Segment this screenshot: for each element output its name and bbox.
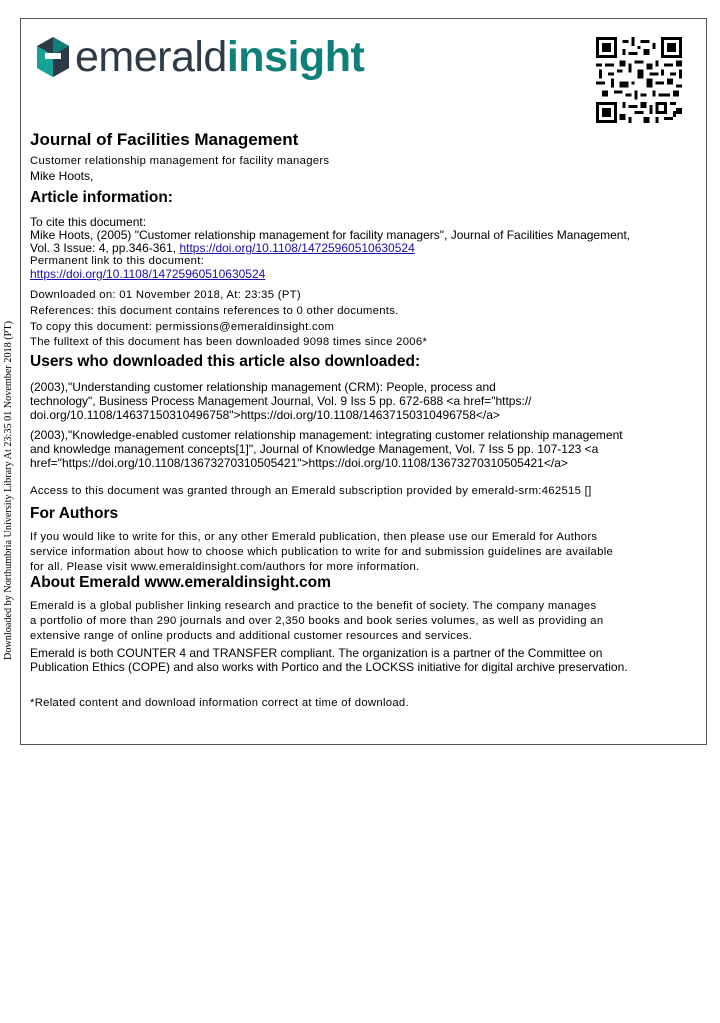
citation-text-2: Vol. 3 Issue: 4, pp.346-361, — [30, 241, 180, 255]
also-downloaded-heading: Users who downloaded this article also downloaded: — [30, 353, 421, 370]
article-information-heading: Article information: — [30, 189, 173, 206]
references-text: References: this document contains references to 0 other documents. — [30, 305, 399, 317]
for-authors-heading: For Authors — [30, 505, 119, 522]
about-emerald-compliance: Emerald is both COUNTER 4 and TRANSFER compliant. The organization is a partner of the Committee on Publication Ethics (COPE) and also works with Portico and the LOCKSS initiative for digital archive preservation. — [30, 646, 628, 674]
about-emerald-text: Emerald is a global publisher linking research and practice to the benefit of society. The company manages a portfolio of more than 290 journals and over 2,350 books and book series volumes, as well as providing an extensive range of online products and additional customer resources and services. — [30, 600, 604, 642]
emerald-logo-icon — [35, 35, 71, 79]
permanent-doi-link[interactable]: https://doi.org/10.1108/14725960510630524 — [30, 267, 266, 281]
citation-doi-link[interactable]: https://doi.org/10.1108/14725960510630524 — [179, 241, 415, 255]
download-side-note: Downloaded by Northumbria University Library At 23:35 01 November 2018 (PT) — [3, 321, 14, 660]
author-name: Mike Hoots, — [30, 169, 94, 183]
qr-code-icon — [596, 37, 682, 123]
permanent-link-label: Permanent link to this document: — [30, 255, 205, 267]
citation-text: Mike Hoots, (2005) "Customer relationship management for facility managers", Journal of Facilities Management, — [30, 228, 631, 242]
article-title: Customer relationship management for facility managers — [30, 155, 330, 167]
footnote-text: *Related content and download information correct at time of download. — [30, 697, 409, 709]
logo-text-insight: insight — [226, 33, 365, 81]
also-downloaded-item: (2003),"Understanding customer relationship management (CRM): People, process and technology", Business Process Management Journal, Vol. 9 Iss 5 pp. 672-688 <a href="https:// doi.org/10.1108/14637150310496758">https://doi.org/10.1108/14637150310496758</a> — [30, 380, 532, 422]
access-granted-text: Access to this document was granted through an Emerald subscription provided by emerald-srm:462515 [] — [30, 485, 592, 497]
for-authors-text: If you would like to write for this, or any other Emerald publication, then please use our Emerald for Authors service information about how to choose which publication to write for and submission guidelines are available for all. Please visit www.emeraldinsight.com/authors for more information. — [30, 531, 614, 573]
copy-permissions-text: To copy this document: permissions@emeraldinsight.com — [30, 321, 335, 333]
about-emerald-heading: About Emerald www.emeraldinsight.com — [30, 574, 331, 591]
also-downloaded-item: (2003),"Knowledge-enabled customer relationship management: integrating customer relationship management and knowledge management concepts[1]", Journal of Knowledge Management, Vol. 7 Iss 5 pp. 107-123 <a href="https://doi.org/10.1108/13673270310505421">https://doi.org/10.1108/13673270310505421</a> — [30, 428, 623, 470]
logo-text-emerald: emerald — [75, 33, 227, 81]
downloaded-on: Downloaded on: 01 November 2018, At: 23:35 (PT) — [30, 289, 301, 301]
cite-label: To cite this document: — [30, 215, 147, 229]
fulltext-download-count: The fulltext of this document has been downloaded 9098 times since 2006* — [30, 336, 428, 348]
journal-title: Journal of Facilities Management — [30, 130, 299, 149]
emerald-insight-logo — [35, 32, 364, 82]
